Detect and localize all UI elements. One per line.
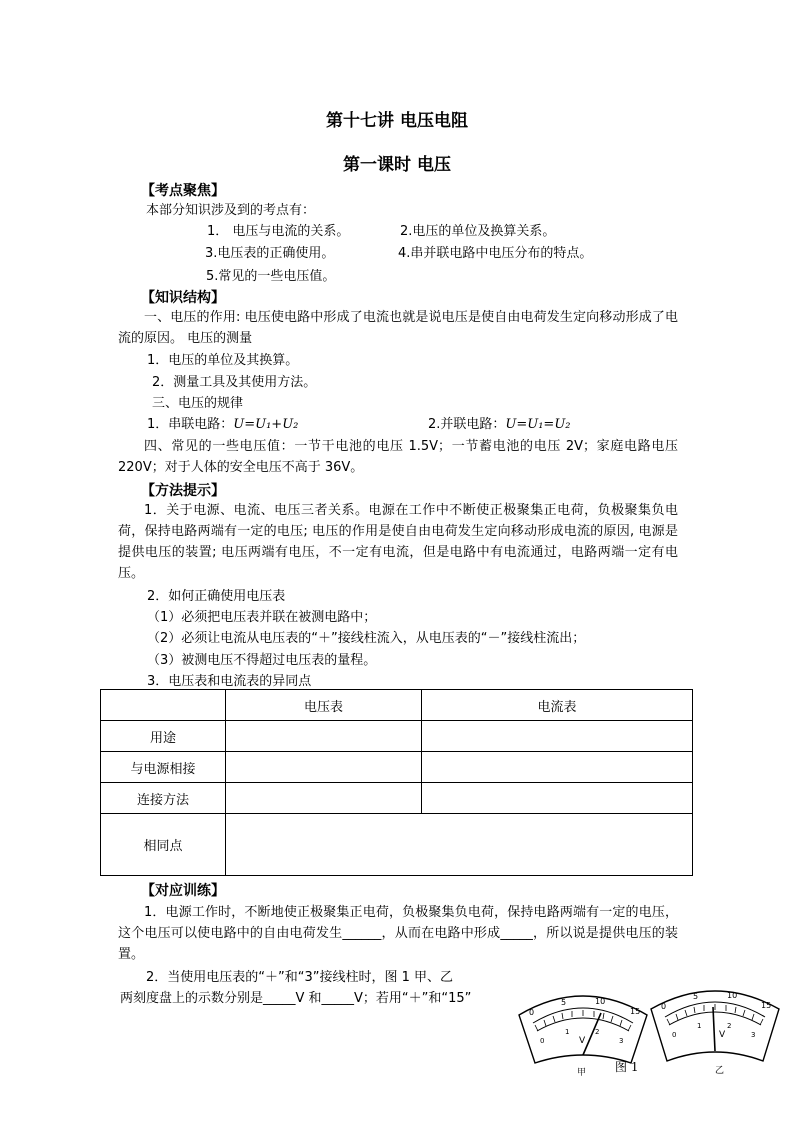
parallel-circuit: [428, 414, 570, 435]
kaodian-item: 1． 电压与电流的关系。: [207, 224, 350, 239]
fangfa-line: 2．如何正确使用电压表: [147, 589, 286, 604]
fangfa-line: （2）必须让电流从电压表的“＋”接线柱流入，从电压表的“－”接线柱流出；: [147, 631, 586, 646]
meter-yi-tick-label: 1: [697, 1022, 702, 1030]
table-row-label: 连接方法: [101, 783, 226, 814]
zhishi-line: 1．电压的单位及其换算。: [147, 353, 299, 368]
meter-jia-tick-label: 5: [561, 998, 567, 1007]
meter-jia-tick-label: 1: [565, 1028, 570, 1036]
table-cell: [422, 721, 693, 752]
table-row-label: 与电源相接: [101, 752, 226, 783]
series-formula: U=U₁+U₂: [233, 417, 299, 432]
table-row: [101, 814, 693, 876]
kaodian-item: 3.电压表的正确使用。: [205, 246, 335, 261]
meter-jia-tick-label: 10: [595, 997, 606, 1006]
table-header-ammeter: 电流表: [422, 690, 693, 721]
meter-jia-tick-label: 3: [619, 1037, 624, 1045]
table-cell-merged: [226, 814, 693, 876]
meter-jia-tick-label: 0: [540, 1037, 545, 1045]
zhishi-heading: 【知识结构】: [141, 290, 225, 306]
table-row: [101, 783, 693, 814]
parallel-formula: U=U₁=U₂: [505, 417, 571, 432]
series-label: 1．串联电路：: [147, 417, 234, 432]
kaodian-item: 2.电压的单位及换算关系。: [400, 224, 556, 239]
fangfa-line: （3）被测电压不得超过电压表的量程。: [147, 653, 377, 668]
figure-caption: 图 1: [615, 1060, 639, 1074]
table-cell: [226, 721, 422, 752]
table-corner-cell: [101, 690, 226, 721]
voltmeter-figure: [515, 985, 790, 1080]
kaodian-heading: 【考点聚焦】: [141, 183, 225, 199]
meter-yi-tick-label: 5: [693, 992, 699, 1001]
meter-yi-tick-label: 10: [727, 991, 738, 1000]
question-2-line-2: 两刻度盘上的示数分别是_____V 和_____V；若用“＋”和“15”: [120, 991, 472, 1006]
xunlian-heading: 【对应训练】: [141, 883, 225, 899]
meter-yi-unit: V: [719, 1030, 726, 1040]
meter-yi-tick-label: 0: [672, 1031, 677, 1039]
fangfa-line: 3．电压表和电流表的异同点: [147, 674, 312, 689]
series-circuit: [147, 414, 298, 435]
table-cell: [422, 752, 693, 783]
table-cell: [226, 752, 422, 783]
kaodian-item: 4.串并联电路中电压分布的特点。: [398, 246, 593, 261]
meter-yi-tick-label: 2: [727, 1022, 732, 1030]
page-subtitle: 第一课时 电压: [343, 155, 451, 175]
fangfa-paragraph-1: 1．关于电源、电流、电压三者关系。电源在工作中不断使正极聚集正电荷，负极聚集负电荷，保持电路两端有一定的电压; 电压的作用是使自由电荷发生定向移动形成电流的原因, 电源是提供电压的装置; 电压两端有电压，不一定有电流，但是电路中有电流通过，电路两端一定有电压。: [118, 503, 678, 581]
zhishi-line: 三、电压的规律: [152, 396, 244, 411]
question-1: 1．电源工作时，不断地使正极聚集正电荷，负极聚集负电荷，保持电路两端有一定的电压，这个电压可以使电路中的自由电荷发生______，从而在电路中形成_____，所以说是提供电压的装置。: [118, 905, 678, 962]
meter-jia-label: 甲: [577, 1068, 587, 1078]
table-header-row: [101, 690, 693, 721]
comparison-table: [100, 689, 693, 876]
fangfa-heading: 【方法提示】: [141, 483, 225, 499]
parallel-label: 2.并联电路：: [428, 417, 506, 432]
table-cell: [422, 783, 693, 814]
zhishi-paragraph-1: 一、电压的作用: 电压使电路中形成了电流也就是说电压是使自由电荷发生定向移动形成了电流的原因。 电压的测量: [118, 310, 678, 346]
table-row-label: 相同点: [101, 814, 226, 876]
meter-yi: [651, 991, 779, 1076]
meter-jia-tick-label: 0: [529, 1008, 535, 1017]
zhishi-paragraph-2: 四、常见的一些电压值：一节干电池的电压 1.5V；一节蓄电池的电压 2V；家庭电路电压 220V；对于人体的安全电压不高于 36V。: [118, 439, 678, 475]
question-2-line-1: 2．当使用电压表的“＋”和“3”接线柱时，图 1 甲、乙: [146, 970, 454, 985]
table-row-label: 用途: [101, 721, 226, 752]
table-row: [101, 721, 693, 752]
fangfa-line: （1）必须把电压表并联在被测电路中；: [147, 610, 377, 625]
table-header-voltmeter: 电压表: [226, 690, 422, 721]
meter-yi-tick-label: 0: [661, 1002, 667, 1011]
table-row: [101, 752, 693, 783]
meter-yi-tick-label: 15: [761, 1001, 772, 1010]
meter-jia-unit: V: [579, 1036, 586, 1046]
kaodian-item: 5.常见的一些电压值。: [206, 269, 336, 284]
page-title: 第十七讲 电压电阻: [326, 111, 468, 131]
meter-yi-tick-label: 3: [751, 1031, 756, 1039]
table-cell: [226, 783, 422, 814]
zhishi-line: 2．测量工具及其使用方法。: [152, 375, 317, 390]
meter-yi-label: 乙: [715, 1066, 725, 1076]
meter-jia-tick-label: 15: [630, 1007, 641, 1016]
kaodian-intro: 本部分知识涉及到的考点有：: [146, 203, 316, 218]
meter-jia-tick-label: 2: [595, 1028, 600, 1036]
